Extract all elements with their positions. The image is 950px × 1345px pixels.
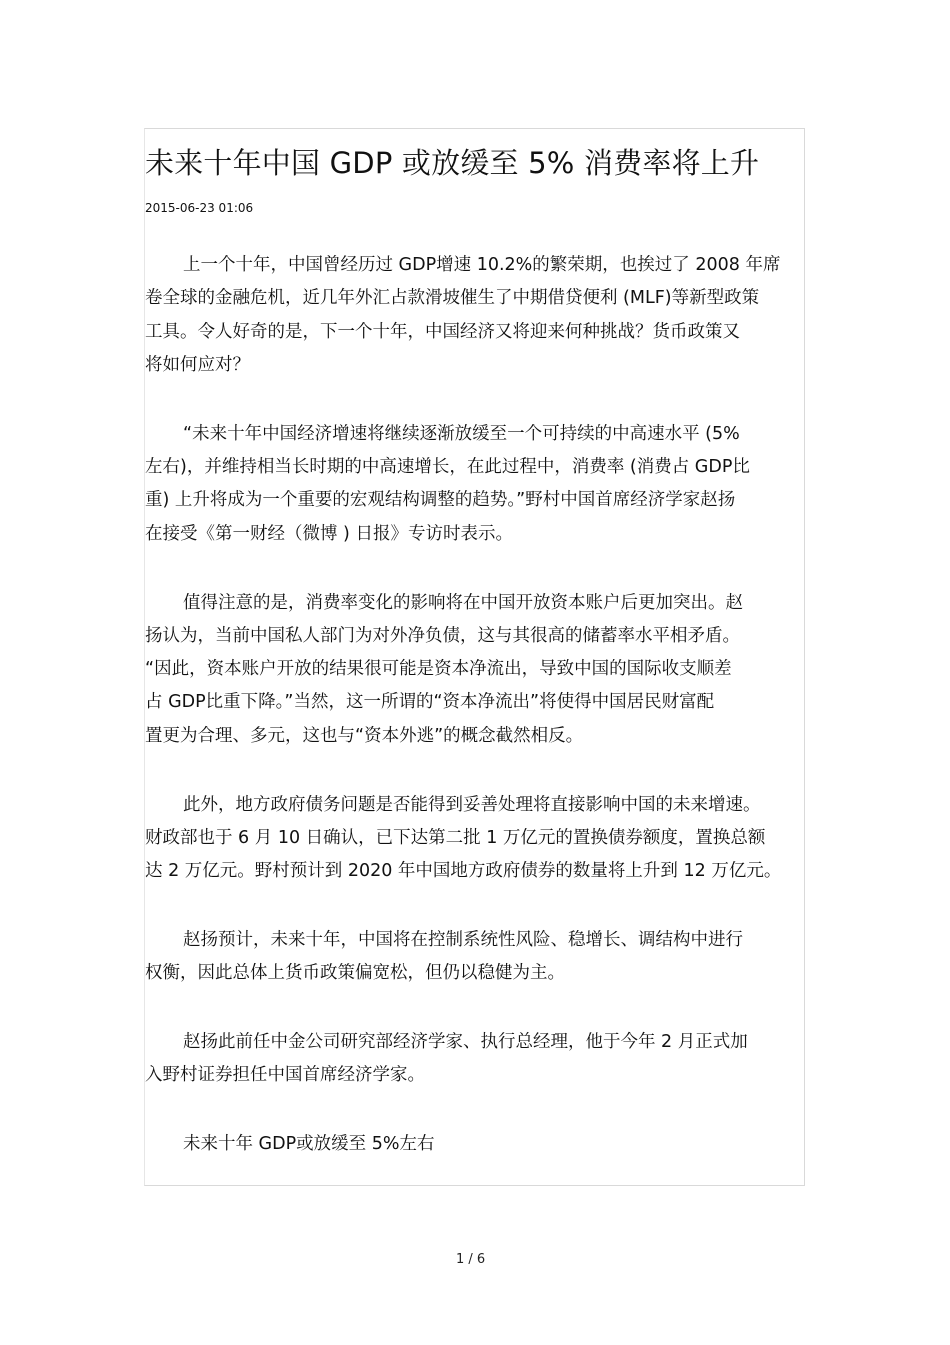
article-title: 未来十年中国 GDP 或放缓至 5% 消费率将上升 — [145, 146, 760, 180]
paragraph-6-line-1: 赵扬此前任中金公司研究部经济学家、执行总经理，他于今年 2 月正式加 — [183, 1032, 748, 1052]
paragraph-4-line-3: 达 2 万亿元。野村预计到 2020 年中国地方政府债券的数量将上升到 12 万亿元。 — [145, 861, 782, 881]
paragraph-3-line-1: 值得注意的是，消费率变化的影响将在中国开放资本账户后更加突出。赵 — [183, 593, 743, 613]
paragraph-4-line-2: 财政部也于 6 月 10 日确认，已下达第二批 1 万亿元的置换债券额度，置换总额 — [145, 828, 766, 848]
paragraph-3-line-4: 占 GDP比重下降。”当然，这一所谓的“资本净流出”将使得中国居民财富配 — [145, 692, 715, 712]
paragraph-2-line-3: 重) 上升将成为一个重要的宏观结构调整的趋势。”野村中国首席经济学家赵扬 — [145, 490, 736, 510]
page-indicator: 1 / 6 — [456, 1252, 486, 1267]
paragraph-2-line-1: “未来十年中国经济增速将继续逐渐放缓至一个可持续的中高速水平 (5% — [183, 424, 740, 444]
paragraph-1-line-2: 卷全球的金融危机，近几年外汇占款滑坡催生了中期借贷便利 (MLF)等新型政策 — [145, 288, 760, 308]
subheading-line: 未来十年 GDP或放缓至 5%左右 — [183, 1134, 435, 1154]
publish-date: 2015-06-23 01:06 — [145, 201, 254, 215]
paragraph-3-line-5: 置更为合理、多元，这也与“资本外逃”的概念截然相反。 — [145, 726, 584, 746]
paragraph-5-line-1: 赵扬预计，未来十年，中国将在控制系统性风险、稳增长、调结构中进行 — [183, 930, 743, 950]
paragraph-1-line-1: 上一个十年，中国曾经历过 GDP增速 10.2%的繁荣期，也挨过了 2008 年席 — [183, 255, 781, 275]
paragraph-4-line-1: 此外，地方政府债务问题是否能得到妥善处理将直接影响中国的未来增速。 — [183, 795, 761, 815]
paragraph-2-line-2: 左右)，并维持相当长时期的中高速增长，在此过程中，消费率 (消费占 GDP比 — [145, 457, 750, 477]
paragraph-3-line-2: 扬认为，当前中国私人部门为对外净负债，这与其很高的储蓄率水平相矛盾。 — [145, 626, 740, 646]
paragraph-5-line-2: 权衡，因此总体上货币政策偏宽松，但仍以稳健为主。 — [145, 963, 565, 983]
paragraph-3-line-3: “因此，资本账户开放的结果很可能是资本净流出，导致中国的国际收支顺差 — [145, 659, 732, 679]
paragraph-6-line-2: 入野村证券担任中国首席经济学家。 — [145, 1065, 425, 1085]
paragraph-2-line-4: 在接受《第一财经（微博 ) 日报》专访时表示。 — [145, 524, 513, 544]
paragraph-1-line-4: 将如何应对？ — [145, 355, 250, 375]
paragraph-1-line-3: 工具。令人好奇的是，下一个十年，中国经济又将迎来何种挑战？货币政策又 — [145, 322, 740, 342]
